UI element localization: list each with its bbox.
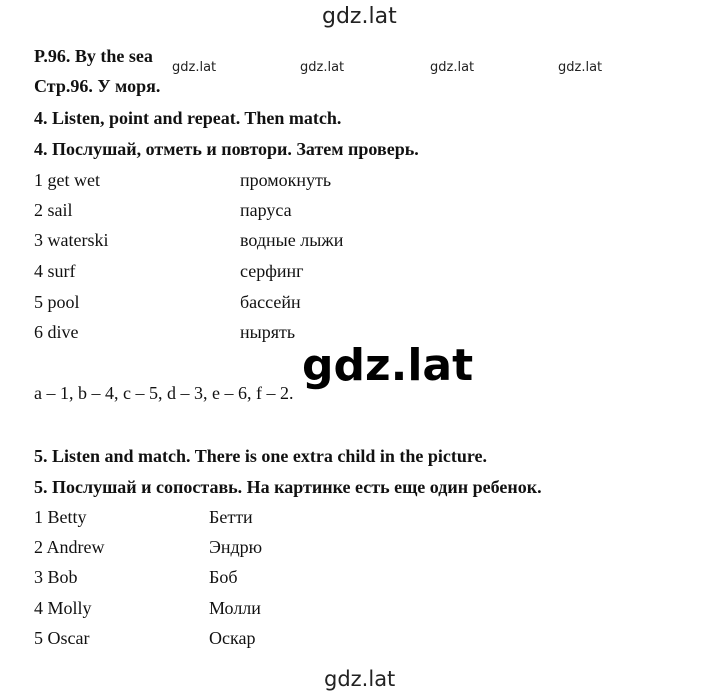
exercise4-title-ru: 4. Послушай, отметь и повтори. Затем проверь. xyxy=(34,139,419,159)
watermark-small: gdz.lat xyxy=(172,60,217,75)
ex5-item-en: 5 Oscar xyxy=(34,628,90,648)
watermark-large: gdz.lat xyxy=(302,340,474,391)
ex5-item-en: 1 Betty xyxy=(34,507,87,527)
ex4-item-ru: промокнуть xyxy=(240,170,332,190)
exercise5-title-ru: 5. Послушай и сопоставь. На картинке есть еще один ребенок. xyxy=(34,477,542,497)
ex4-item-en: 2 sail xyxy=(34,200,73,220)
watermark-small: gdz.lat xyxy=(300,60,345,75)
ex5-item-ru: Бетти xyxy=(209,507,253,527)
ex5-item-en: 2 Andrew xyxy=(34,537,105,557)
ex4-item-ru: серфинг xyxy=(240,261,304,281)
ex4-item-en: 5 pool xyxy=(34,292,80,312)
page-heading-en: P.96. By the sea xyxy=(34,46,153,66)
ex5-item-ru: Боб xyxy=(209,567,238,587)
ex4-item-en: 4 surf xyxy=(34,261,76,281)
ex5-item-en: 3 Bob xyxy=(34,567,78,587)
watermark-small: gdz.lat xyxy=(430,60,475,75)
ex4-item-ru: нырять xyxy=(240,322,296,342)
ex4-item-ru: водные лыжи xyxy=(240,230,344,250)
page-heading-ru: Стр.96. У моря. xyxy=(34,76,161,96)
watermark-bottom: gdz.lat xyxy=(324,667,396,691)
ex5-item-ru: Эндрю xyxy=(209,537,263,557)
watermark-small: gdz.lat xyxy=(558,60,603,75)
exercise5-title-en: 5. Listen and match. There is one extra child in the picture. xyxy=(34,446,488,466)
ex4-item-en: 3 waterski xyxy=(34,230,109,250)
ex4-item-ru: паруса xyxy=(240,200,292,220)
ex4-item-en: 6 dive xyxy=(34,322,79,342)
ex5-item-en: 4 Molly xyxy=(34,598,92,618)
ex5-item-ru: Оскар xyxy=(209,628,256,648)
watermark-top: gdz.lat xyxy=(322,4,397,29)
ex5-item-ru: Молли xyxy=(209,598,261,618)
exercise4-title-en: 4. Listen, point and repeat. Then match. xyxy=(34,108,342,128)
exercise4-answer: a – 1, b – 4, c – 5, d – 3, e – 6, f – 2. xyxy=(34,383,294,403)
ex4-item-en: 1 get wet xyxy=(34,170,100,190)
ex4-item-ru: бассейн xyxy=(240,292,301,312)
